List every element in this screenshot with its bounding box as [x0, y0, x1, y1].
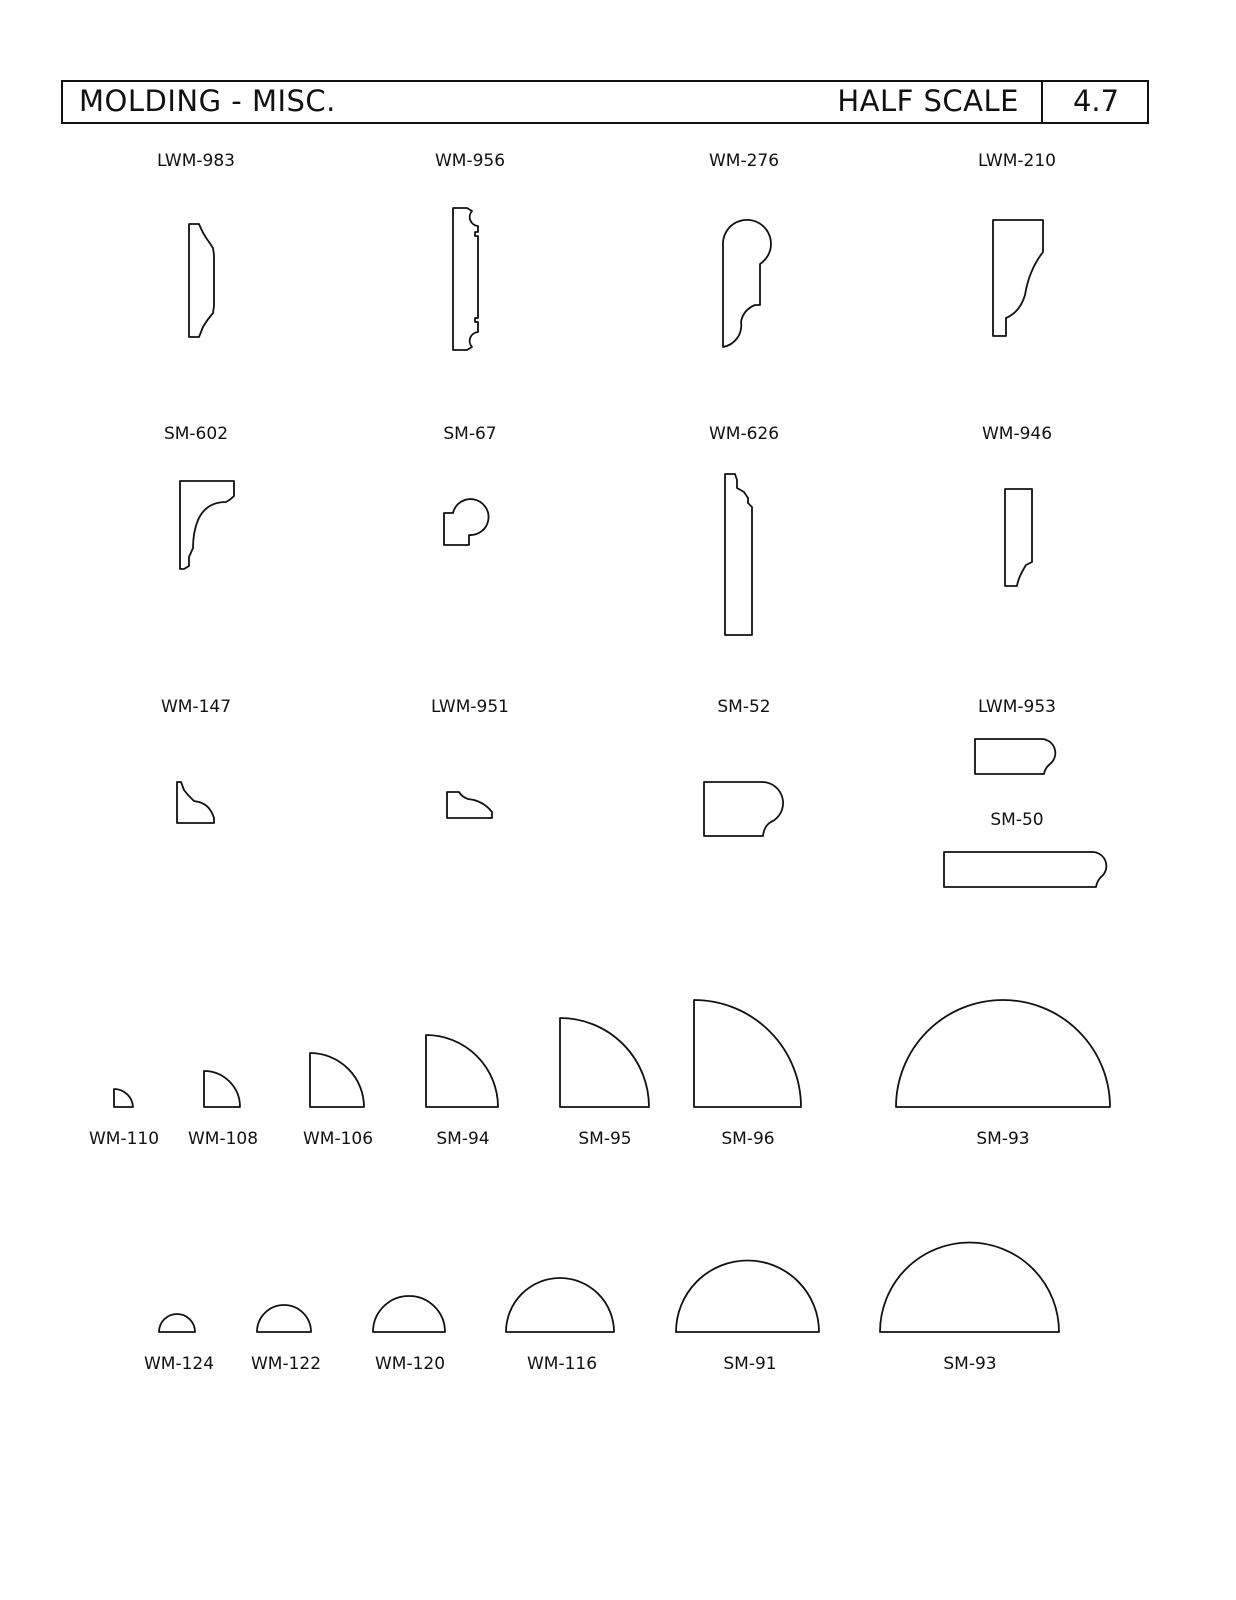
quarter-round-wm-106: [303, 1053, 373, 1149]
label-wm-108: WM-108: [187, 1129, 259, 1149]
shape-sm-96: [694, 1000, 801, 1107]
profile-sm-50: [944, 810, 1106, 887]
shape-sm-93-lower: [880, 1243, 1059, 1333]
shape-wm-108: [204, 1071, 240, 1107]
quarter-round-sm-96: [694, 1000, 801, 1149]
shape-wm-110: [114, 1089, 133, 1107]
label-sm-96: SM-96: [721, 1129, 775, 1149]
label-sm-93-lower: SM-93: [943, 1354, 997, 1374]
label-wm-626: WM-626: [708, 424, 780, 444]
half-round-sm-93-lower: [880, 1243, 1059, 1375]
profile-lwm-951: [431, 697, 509, 818]
label-sm-94: SM-94: [436, 1129, 490, 1149]
label-wm-120: WM-120: [374, 1354, 446, 1374]
half-round-wm-116: [506, 1278, 614, 1374]
label-sm-93-upper: SM-93: [976, 1129, 1030, 1149]
label-wm-116: WM-116: [526, 1354, 598, 1374]
profile-sm-602: [164, 424, 234, 569]
label-wm-124: WM-124: [143, 1354, 215, 1374]
shape-lwm-951: [447, 792, 492, 818]
shape-wm-106: [310, 1053, 364, 1107]
label-wm-946: WM-946: [981, 424, 1053, 444]
shape-sm-93-upper: [896, 1000, 1110, 1107]
shape-sm-67: [444, 499, 489, 545]
shape-wm-122: [257, 1305, 311, 1332]
profile-wm-956: [435, 151, 505, 350]
profile-sm-52: [704, 697, 783, 836]
shape-lwm-210: [993, 220, 1043, 336]
quarter-round-sm-94: [426, 1035, 498, 1149]
page-title: MOLDING - MISC.: [79, 84, 336, 118]
half-round-sm-91: [676, 1260, 819, 1374]
shape-wm-626: [725, 474, 752, 635]
label-sm-50: SM-50: [990, 810, 1044, 830]
shape-sm-91: [676, 1260, 819, 1332]
label-sm-602: SM-602: [163, 424, 229, 444]
label-sm-95: SM-95: [578, 1129, 632, 1149]
label-sm-52: SM-52: [717, 697, 771, 717]
shape-sm-50: [944, 852, 1106, 887]
quarter-round-wm-108: [188, 1071, 258, 1149]
profile-wm-276: [709, 151, 779, 347]
shape-lwm-953: [975, 739, 1055, 774]
profile-wm-946: [982, 424, 1052, 586]
shape-wm-147: [177, 782, 214, 823]
quarter-round-wm-110: [89, 1089, 159, 1149]
shape-sm-602: [180, 481, 234, 569]
label-wm-106: WM-106: [302, 1129, 374, 1149]
page-number: 4.7: [1072, 84, 1120, 118]
profile-wm-147: [161, 697, 231, 823]
shape-sm-94: [426, 1035, 498, 1107]
label-sm-91: SM-91: [723, 1354, 777, 1374]
shape-sm-52: [704, 782, 783, 836]
profile-lwm-953: [975, 697, 1056, 774]
shape-sm-95: [560, 1018, 649, 1107]
half-round-wm-124: [144, 1314, 214, 1374]
profile-sm-67: [443, 424, 496, 545]
label-sm-67: SM-67: [443, 424, 497, 444]
label-lwm-210: LWM-210: [978, 151, 1056, 171]
half-round-wm-122: [251, 1305, 321, 1374]
half-round-wm-120: [373, 1296, 445, 1374]
shape-lwm-983: [189, 224, 214, 337]
half-round-sm-93-upper: [896, 1000, 1110, 1149]
profile-lwm-983: [157, 151, 235, 337]
label-wm-147: WM-147: [160, 697, 232, 717]
shape-wm-946: [1005, 489, 1032, 586]
scale-label: HALF SCALE: [837, 84, 1019, 118]
profile-wm-626: [709, 424, 779, 635]
label-lwm-951: LWM-951: [431, 697, 509, 717]
shape-wm-124: [159, 1314, 195, 1332]
label-wm-110: WM-110: [88, 1129, 160, 1149]
label-lwm-983: LWM-983: [157, 151, 235, 171]
quarter-round-sm-95: [560, 1018, 649, 1149]
label-wm-956: WM-956: [434, 151, 506, 171]
shape-wm-116: [506, 1278, 614, 1332]
label-lwm-953: LWM-953: [978, 697, 1056, 717]
profile-lwm-210: [978, 151, 1056, 336]
label-wm-276: WM-276: [708, 151, 780, 171]
shape-wm-120: [373, 1296, 445, 1332]
label-wm-122: WM-122: [250, 1354, 322, 1374]
shape-wm-276: [723, 220, 771, 347]
shape-wm-956: [453, 208, 478, 350]
